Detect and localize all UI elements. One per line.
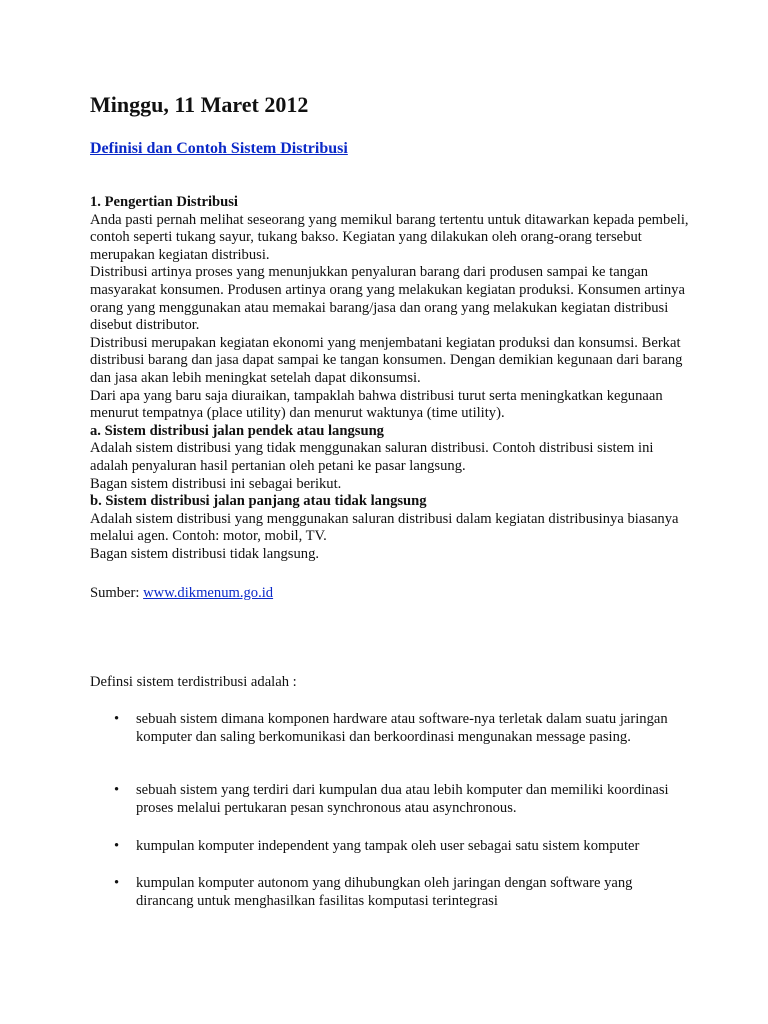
source-line	[90, 585, 273, 603]
list-item	[90, 837, 690, 874]
paragraph: Distribusi merupakan kegiatan ekonomi yang menjembatani kegiatan produksi dan konsumsi. Berkat distribusi barang dan jasa dapat sampai ke tangan konsumen. Dengan demikian kegunaan dari barang dan jasa akan lebih meningkat setelah dapat dikonsumsi.	[90, 334, 683, 386]
paragraph: Bagan sistem distribusi tidak langsung.	[90, 545, 320, 562]
definitions-list	[90, 710, 690, 910]
section-heading-b: b. Sistem distribusi jalan panjang atau tidak langsung	[90, 493, 427, 510]
list-item-text: sebuah sistem yang terdiri dari kumpulan dua atau lebih komputer dan memiliki koordinasi proses melalui pertukaran pesan synchronous atau asynchronous.	[136, 782, 669, 816]
list-item	[90, 874, 690, 910]
paragraph: Anda pasti pernah melihat seseorang yang memikul barang tertentu untuk ditawarkan kepada pembeli, contoh seperti tukang sayur, tukang bakso. Kegiatan yang dilakukan oleh orang-orang tersebut merupakan kegiatan distribusi.	[90, 211, 689, 263]
bullet-icon: •	[114, 838, 120, 854]
section-heading-pengertian: 1. Pengertian Distribusi	[90, 194, 238, 210]
paragraph: Distribusi artinya proses yang menunjukkan penyaluran barang dari produsen sampai ke tangan masyarakat konsumen. Produsen artinya orang yang melakukan kegiatan produksi. Konsumen artinya orang yang menggunakan atau memakai barang/jasa dan orang yang melakukan kegiatan distribusi disebut distributor.	[90, 264, 685, 334]
post-title	[90, 138, 348, 160]
source-label: Sumber:	[90, 585, 144, 601]
list-item-text: kumpulan komputer autonom yang dihubungkan oleh jaringan dengan software yang dirancang untuk menghasilkan fasilitas komputasi terintegrasi	[136, 875, 633, 909]
section-heading-a: a. Sistem distribusi jalan pendek atau langsung	[90, 422, 384, 439]
paragraph: Bagan sistem distribusi ini sebagai berikut.	[90, 475, 342, 492]
bullet-icon: •	[114, 875, 120, 891]
source-link[interactable]: www.dikmenum.go.id	[143, 585, 274, 601]
list-item-text: sebuah sistem dimana komponen hardware atau software-nya terletak dalam suatu jaringan komputer dan saling berkomunikasi dan berkoordinasi mengunakan message pasing.	[136, 711, 668, 745]
list-item	[90, 710, 690, 781]
list-item	[90, 781, 690, 837]
post-title-link[interactable]: Definisi dan Contoh Sistem Distribusi	[90, 140, 348, 157]
paragraph: Adalah sistem distribusi yang tidak menggunakan saluran distribusi. Contoh distribusi sistem ini adalah penyaluran hasil pertanian oleh petani ke pasar langsung.	[90, 440, 654, 474]
definitions-intro: Definsi sistem terdistribusi adalah :	[90, 674, 297, 690]
bullet-icon: •	[114, 782, 120, 798]
list-item-text: kumpulan komputer independent yang tampak oleh user sebagai satu sistem komputer	[136, 838, 640, 854]
paragraph: Dari apa yang baru saja diuraikan, tampaklah bahwa distribusi turut serta meningkatkan kegunaan menurut tempatnya (place utility) dan menurut waktunya (time utility).	[90, 387, 663, 422]
paragraph: Adalah sistem distribusi yang menggunakan saluran distribusi dalam kegiatan distribusinya biasanya melalui agen. Contoh: motor, mobil, TV.	[90, 510, 679, 545]
article-body	[90, 194, 690, 563]
post-date: Minggu, 11 Maret 2012	[90, 92, 309, 117]
bullet-icon: •	[114, 711, 120, 727]
